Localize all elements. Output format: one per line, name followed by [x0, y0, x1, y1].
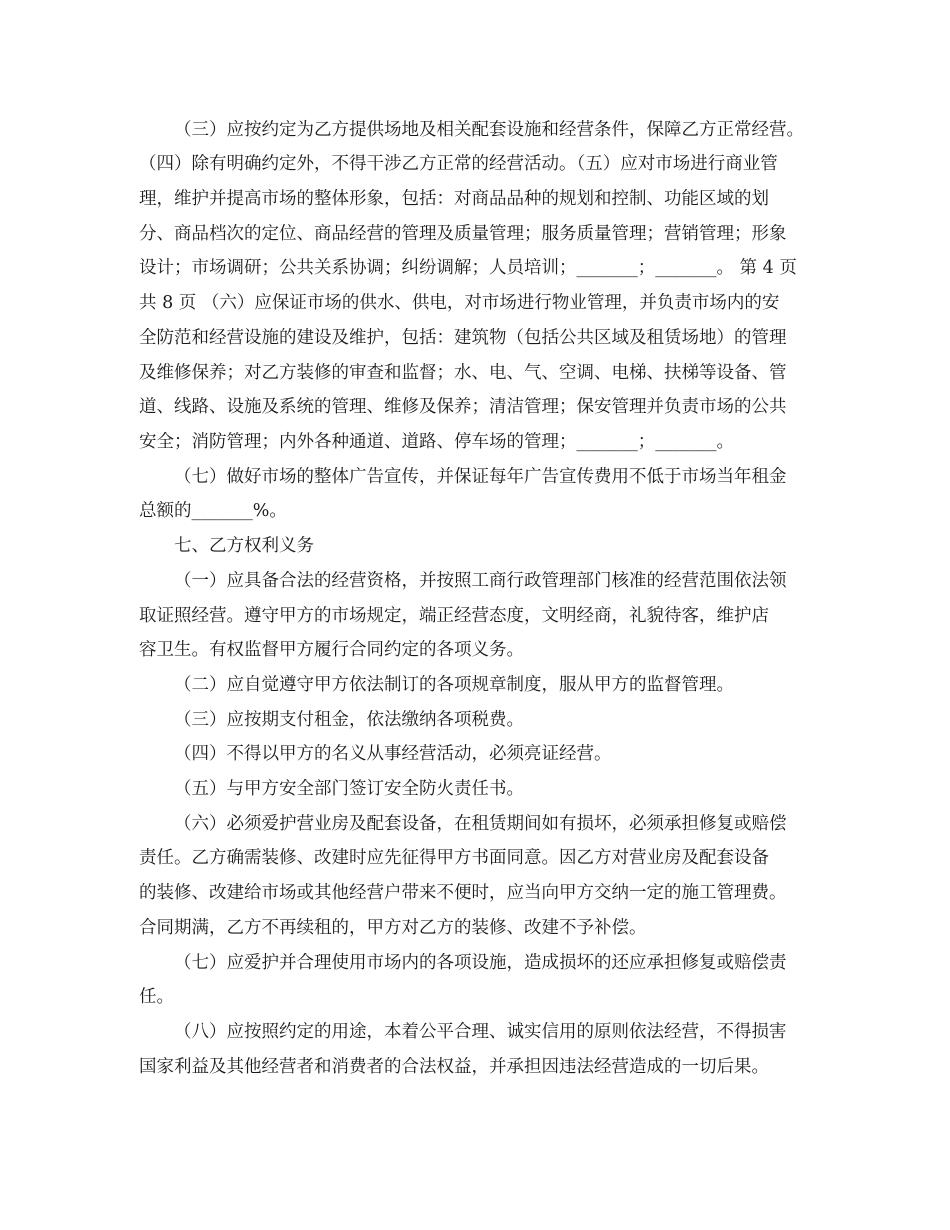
paragraph-line: （七）应爱护并合理使用市场内的各项设施，造成损坏的还应承担修复或赔偿责 [174, 953, 787, 973]
paragraph-line: 国家利益及其他经营者和消费者的合法权益，并承担因违法经营造成的一切后果。 [139, 1057, 769, 1077]
paragraph-line: 及维修保养；对乙方装修的审查和监督；水、电、气、空调、电梯、扶梯等设备、管 [139, 363, 787, 383]
paragraph-line: 总额的_______%。 [139, 501, 287, 521]
paragraph-line: 道、线路、设施及系统的管理、维修及保养；清洁管理；保安管理并负责市场的公共 [139, 397, 787, 417]
paragraph-line: 任。 [139, 987, 174, 1007]
paragraph-line: （八）应按照约定的用途，本着公平合理、诚实信用的原则依法经营，不得损害 [174, 1022, 787, 1042]
paragraph-line: 分、商品档次的定位、商品经营的管理及质量管理；服务质量管理；营销管理；形象 [139, 224, 787, 244]
paragraph-line: （七）做好市场的整体广告宣传，并保证每年广告宣传费用不低于市场当年租金 [174, 467, 787, 487]
paragraph-line: 容卫生。有权监督甲方履行合同约定的各项义务。 [139, 640, 524, 660]
paragraph-line: （二）应自觉遵守甲方依法制订的各项规章制度，服从甲方的监督管理。 [174, 675, 734, 695]
paragraph-line: 理，维护并提高市场的整体形象，包括：对商品品种的规划和控制、功能区域的划 [139, 189, 769, 209]
paragraph-line: （三）应按约定为乙方提供场地及相关配套设施和经营条件，保障乙方正常经营。 [174, 120, 804, 140]
paragraph-line: 设计；市场调研；公共关系协调；纠纷调解；人员培训；_______；_______。 第 4 页 [139, 258, 797, 278]
paragraph-line: 共 8 页 （六）应保证市场的供水、供电，对市场进行物业管理，并负责市场内的安 [139, 293, 780, 313]
paragraph-line: （三）应按期支付租金，依法缴纳各项税费。 [174, 710, 524, 730]
paragraph-line: 的装修、改建给市场或其他经营户带来不便时，应当向甲方交纳一定的施工管理费。 [139, 883, 787, 903]
paragraph-line: 安全；消防管理；内外各种通道、道路、停车场的管理；_______；_______。 [139, 432, 734, 452]
paragraph-line: 责任。乙方确需装修、改建时应先征得甲方书面同意。因乙方对营业房及配套设备 [139, 848, 769, 868]
paragraph-line: （一）应具备合法的经营资格，并按照工商行政管理部门核准的经营范围依法领 [174, 571, 787, 591]
paragraph-line: （四）不得以甲方的名义从事经营活动，必须亮证经营。 [174, 744, 612, 764]
paragraph-line: 合同期满，乙方不再续租的，甲方对乙方的装修、改建不予补偿。 [139, 918, 647, 938]
paragraph-line: （六）必须爱护营业房及配套设备，在租赁期间如有损坏，必须承担修复或赔偿 [174, 814, 787, 834]
section-heading: 七、乙方权利义务 [174, 536, 314, 556]
paragraph-line: （五）与甲方安全部门签订安全防火责任书。 [174, 779, 524, 799]
paragraph-line: 取证照经营。遵守甲方的市场规定，端正经营态度，文明经商，礼貌待客，维护店 [139, 606, 769, 626]
paragraph-line: 全防范和经营设施的建设及维护，包括：建筑物（包括公共区域及租赁场地）的管理 [139, 328, 787, 348]
paragraph-line: （四）除有明确约定外，不得干涉乙方正常的经营活动。（五）应对市场进行商业管 [139, 154, 778, 174]
